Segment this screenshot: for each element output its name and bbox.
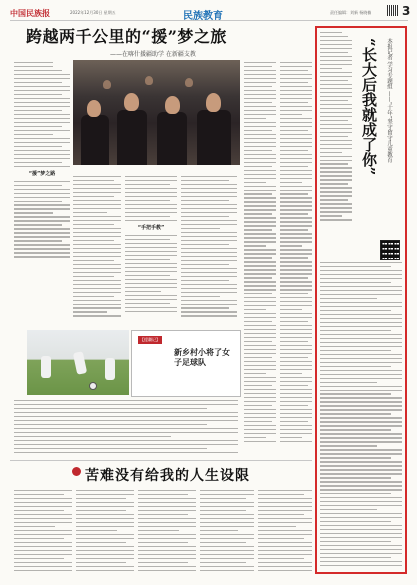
- page-number: 3: [402, 4, 411, 18]
- feature-kicker: 【援疆记】: [140, 337, 160, 342]
- lead-column-4: [181, 176, 237, 324]
- right-intro-text: [320, 32, 352, 232]
- lead-subheadline: ——在喀什援疆助学 在新疆支教: [110, 51, 196, 58]
- lower-column-2: [76, 490, 134, 574]
- football-photo: [27, 330, 129, 395]
- lead-column-3: [125, 176, 177, 324]
- lead-column-7: [14, 400, 238, 456]
- issue-date: 2022年12月30日 星期五: [70, 10, 116, 15]
- lead-column-6: [280, 62, 312, 454]
- feature-box: [131, 330, 241, 397]
- feature-headline: 新乡村小将了女子足球队: [174, 347, 230, 367]
- right-vertical-headline: “长大后我就成了你”: [360, 38, 378, 176]
- lower-headline: 苦难没有给我的人生设限: [85, 468, 250, 484]
- article-qr-code-icon: [380, 240, 400, 260]
- masthead-logo: 中国民族报: [10, 8, 50, 18]
- header-qr-code-icon: [387, 5, 398, 16]
- section-heading: “援”梦之路: [28, 170, 56, 177]
- lead-photo-students: [73, 60, 240, 165]
- section-heading: “手把手教”: [137, 224, 165, 231]
- editor-credit: 责任编辑：刘新 杨晓楠: [330, 10, 372, 15]
- lead-column-5: [244, 62, 276, 454]
- lower-column-5: [258, 490, 312, 574]
- story-bullet-icon: [72, 467, 81, 476]
- section-title: 民族教育: [183, 11, 223, 22]
- lower-column-1: [14, 490, 72, 574]
- right-vertical-subtitle: 本报记者 学习专题组 ——“十年”坚守留守儿童教育: [386, 38, 392, 163]
- page-header: [10, 4, 411, 22]
- section-divider: [10, 460, 312, 461]
- lead-column-1: [14, 62, 70, 322]
- right-body-text: [320, 262, 402, 568]
- lead-headline: 跨越两千公里的“援”梦之旅: [26, 27, 227, 46]
- lower-column-3: [138, 490, 196, 574]
- lead-column-2: [73, 176, 121, 324]
- lower-column-4: [200, 490, 254, 574]
